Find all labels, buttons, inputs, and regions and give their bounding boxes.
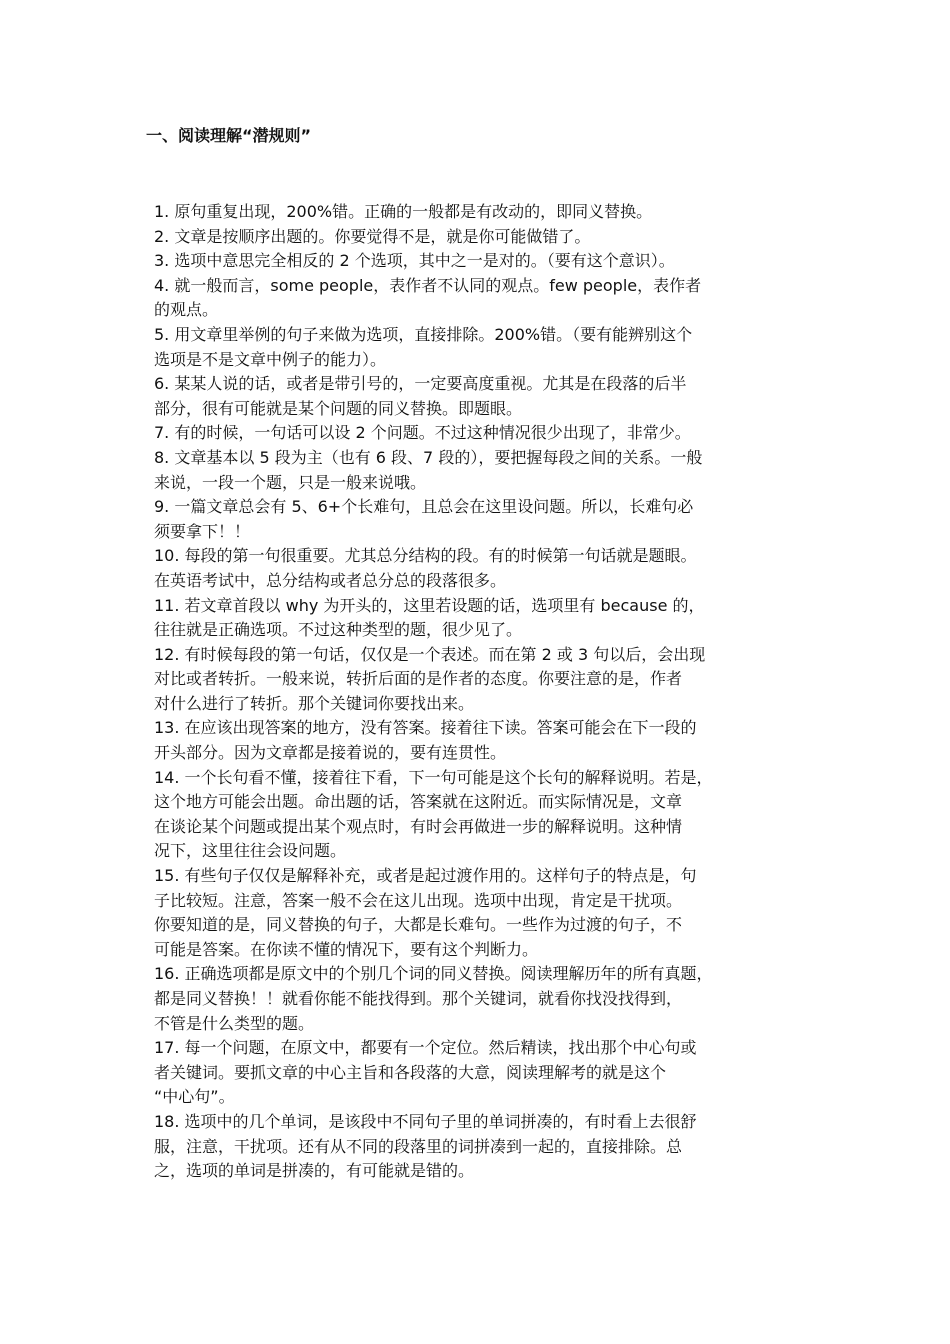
rule-line: 5. 用文章里举例的句子来做为选项，直接排除。200%错。（要有能辨别这个 bbox=[154, 324, 693, 344]
rule-line: 对比或者转折。一般来说，转折后面的是作者的态度。你要注意的是，作者 bbox=[154, 669, 683, 689]
rule-line: “中心句”。 bbox=[154, 1087, 235, 1107]
rule-line: 13. 在应该出现答案的地方，没有答案。接着往下读。答案可能会在下一段的 bbox=[154, 718, 697, 738]
rule-item bbox=[154, 495, 804, 544]
rule-line: 这个地方可能会出题。命出题的话，答案就在这附近。而实际情况是，文章 bbox=[154, 792, 683, 812]
rule-line: 10. 每段的第一句很重要。尤其总分结构的段。有的时候第一句话就是题眼。 bbox=[154, 546, 697, 566]
rule-line: 对什么进行了转折。那个关键词你要找出来。 bbox=[154, 693, 475, 713]
rule-line: 17. 每一个问题，在原文中，都要有一个定位。然后精读，找出那个中心句或 bbox=[154, 1038, 697, 1058]
rule-item bbox=[154, 962, 804, 1036]
rule-line: 往往就是正确选项。不过这种类型的题，很少见了。 bbox=[154, 620, 523, 640]
rule-line: 开头部分。因为文章都是接着说的，要有连贯性。 bbox=[154, 743, 507, 763]
rule-item bbox=[154, 274, 804, 323]
rule-line: 3. 选项中意思完全相反的 2 个选项，其中之一是对的。（要有这个意识）。 bbox=[154, 251, 675, 271]
rule-line: 选项是不是文章中例子的能力）。 bbox=[154, 349, 387, 369]
rule-line: 子比较短。注意，答案一般不会在这儿出现。选项中出现，肯定是干扰项。 bbox=[154, 890, 683, 910]
rule-line: 9. 一篇文章总会有 5、6+个长难句，且总会在这里设问题。所以，长难句必 bbox=[154, 497, 694, 517]
rule-item bbox=[154, 323, 804, 372]
rule-item bbox=[154, 249, 804, 274]
rule-item bbox=[154, 864, 804, 962]
rule-item bbox=[154, 225, 804, 250]
rule-line: 的观点。 bbox=[154, 300, 219, 320]
rule-line: 服，注意，干扰项。还有从不同的段落里的词拼凑到一起的，直接排除。总 bbox=[154, 1136, 683, 1156]
rule-line: 部分，很有可能就是某个问题的同义替换。即题眼。 bbox=[154, 398, 523, 418]
rule-line: 15. 有些句子仅仅是解释补充，或者是起过渡作用的。这样句子的特点是，句 bbox=[154, 866, 697, 886]
rule-line: 16. 正确选项都是原文中的个别几个词的同义替换。阅读理解历年的所有真题， bbox=[154, 964, 713, 984]
rule-item bbox=[154, 544, 804, 593]
rule-line: 14. 一个长句看不懂，接着往下看，下一句可能是这个长句的解释说明。若是， bbox=[154, 767, 713, 787]
rule-line: 1. 原句重复出现，200%错。正确的一般都是有改动的，即同义替换。 bbox=[154, 202, 653, 221]
rule-line: 来说，一段一个题，只是一般来说哦。 bbox=[154, 472, 427, 492]
rule-line: 8. 文章基本以 5 段为主（也有 6 段、7 段的），要把握每段之间的关系。一般 bbox=[154, 447, 703, 467]
rule-line: 18. 选项中的几个单词，是该段中不同句子里的单词拼凑的，有时看上去很舒 bbox=[154, 1111, 697, 1131]
rule-item bbox=[154, 421, 804, 446]
rule-line: 之，选项的单词是拼凑的，有可能就是错的。 bbox=[154, 1161, 475, 1181]
rule-line: 7. 有的时候，一句话可以设 2 个问题。不过这种情况很少出现了，非常少。 bbox=[154, 423, 691, 443]
rule-item bbox=[154, 766, 804, 864]
rule-item bbox=[154, 716, 804, 765]
rule-line: 你要知道的是，同义替换的句子，大都是长难句。一些作为过渡的句子，不 bbox=[154, 915, 683, 935]
rule-line: 2. 文章是按顺序出题的。你要觉得不是，就是你可能做错了。 bbox=[154, 226, 591, 246]
rule-item bbox=[154, 594, 804, 643]
section-heading: 一、阅读理解“潜规则” bbox=[146, 126, 312, 145]
rule-line: 12. 有时候每段的第一句话，仅仅是一个表述。而在第 2 或 3 句以后，会出现 bbox=[154, 644, 706, 664]
rule-line: 者关键词。要抓文章的中心主旨和各段落的大意，阅读理解考的就是这个 bbox=[154, 1062, 667, 1082]
rule-item bbox=[154, 372, 804, 421]
rule-list bbox=[154, 200, 804, 1184]
rule-line: 不管是什么类型的题。 bbox=[154, 1013, 315, 1033]
rule-item bbox=[154, 200, 804, 225]
rule-item bbox=[154, 643, 804, 717]
rule-line: 11. 若文章首段以 why 为开头的，这里若设题的话，选项里有 because 的， bbox=[154, 595, 705, 615]
rule-line: 都是同义替换！！就看你能不能找得到。那个关键词，就看你找没找得到， bbox=[154, 989, 683, 1008]
rule-line: 可能是答案。在你读不懂的情况下，要有这个判断力。 bbox=[154, 939, 539, 959]
rule-line: 在英语考试中，总分结构或者总分总的段落很多。 bbox=[154, 570, 507, 590]
rule-item bbox=[154, 446, 804, 495]
rule-line: 在谈论某个问题或提出某个观点时，有时会再做进一步的解释说明。这种情 bbox=[154, 816, 683, 836]
rule-item bbox=[154, 1036, 804, 1110]
rule-line: 况下，这里往往会设问题。 bbox=[154, 841, 347, 861]
rule-line: 须要拿下！！ bbox=[154, 521, 251, 541]
rule-line: 4. 就一般而言，some people，表作者不认同的观点。few people，表作者 bbox=[154, 275, 702, 295]
rule-item bbox=[154, 1110, 804, 1184]
rule-line: 6. 某某人说的话，或者是带引号的，一定要高度重视。尤其是在段落的后半 bbox=[154, 374, 687, 394]
